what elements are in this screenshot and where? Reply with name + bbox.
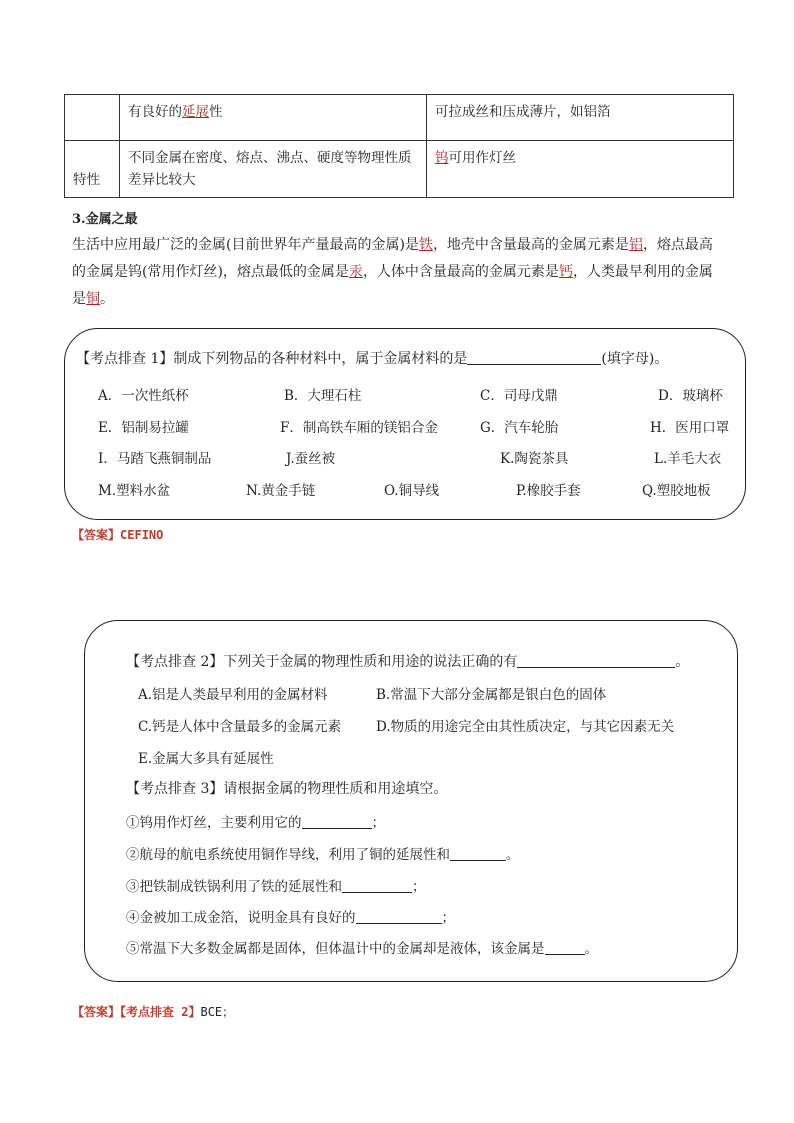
- section-paragraph: 生活中应用最广泛的金属(目前世界年产量最高的金属)是铁，地壳中含量最高的金属元素是铝，熔点最高 的金属是钨(常用作灯丝)，熔点最低的金属是汞，人体中含量最高的金属元素是钙，人类最早利用的金属 是铜。: [72, 237, 713, 307]
- option-item: E.金属大多具有延展性: [138, 751, 274, 767]
- answer-text: 钙: [558, 264, 573, 280]
- answer-value: BCE；: [200, 1005, 235, 1019]
- answer-blank[interactable]: [545, 940, 585, 955]
- category-cell: [65, 95, 120, 141]
- option-item: F．制高铁车厢的镁铝合金: [280, 420, 438, 436]
- answer-text: 汞: [348, 264, 363, 280]
- answer-blank[interactable]: [342, 878, 412, 893]
- highlight-text: 延展: [182, 104, 209, 120]
- option-item: H．医用口罩: [650, 420, 730, 436]
- fill-item: ③把铁制成铁锅利用了铁的延展性和 ；: [126, 879, 426, 895]
- answer-text: 铝: [628, 237, 643, 253]
- fill-item: ①钨用作灯丝，主要利用它的 ；: [126, 815, 385, 831]
- answer-tag: 【答案】: [72, 1005, 121, 1019]
- option-item: I．马踏飞燕铜制品: [98, 451, 212, 467]
- answer-value: CEFINO: [120, 528, 164, 542]
- option-item: A．一次性纸杯: [98, 388, 189, 404]
- option-item: E．铝制易拉罐: [98, 420, 189, 436]
- question-box-2: [84, 620, 738, 982]
- fill-item: ②航母的航电系统使用铜作导线，利用了铜的延展性和 。: [126, 847, 520, 863]
- option-item: O.铜导线: [384, 483, 440, 499]
- option-item: B.常温下大部分金属都是银白色的固体: [376, 687, 607, 703]
- fill-item: ⑤常温下大多数金属都是固体，但体温计中的金属却是液体，该金属是 。: [126, 941, 598, 957]
- answer-blank[interactable]: [450, 846, 506, 861]
- answer-tag: 【答案】: [72, 528, 121, 542]
- question-2-stem: 【考点排查 2】下列关于金属的物理性质和用途的说法正确的有 。: [126, 654, 690, 670]
- option-item: C.钙是人体中含量最多的金属元素: [138, 719, 342, 735]
- fill-item: ④金被加工成金箔，说明金具有良好的 ；: [126, 910, 455, 926]
- property-cell: 不同金属在密度、熔点、沸点、硬度等物理性质差异比较大: [120, 141, 427, 198]
- option-item: J.蚕丝被: [286, 451, 336, 467]
- option-item: A.铝是人类最早利用的金属材料: [138, 687, 328, 703]
- option-item: B．大理石柱: [284, 388, 362, 404]
- option-item: N.黄金手链: [246, 483, 316, 499]
- table-row: [65, 141, 734, 198]
- option-item: L.羊毛大衣: [654, 451, 722, 467]
- metal-properties-table: [64, 94, 734, 198]
- answer-blank[interactable]: [517, 653, 675, 668]
- highlight-text: 钨: [435, 150, 449, 166]
- category-cell: 特性: [65, 141, 120, 198]
- answer-blank[interactable]: [302, 814, 372, 829]
- option-item: Q.塑胶地板: [642, 483, 711, 499]
- question-1-stem: 【考点排查 1】制成下列物品的各种材料中，属于金属材料的是 (填字母)。: [76, 351, 669, 367]
- option-item: K.陶瓷茶具: [500, 451, 569, 467]
- answer-line-1: [72, 526, 163, 543]
- option-item: D.物质的用途完全由其性质决定，与其它因素无关: [376, 719, 675, 735]
- option-item: G．汽车轮胎: [480, 420, 559, 436]
- answer-tag: 【考点排查 2】: [120, 1005, 201, 1019]
- option-item: D．玻璃杯: [658, 388, 723, 404]
- option-item: C．司母戊鼎: [480, 388, 558, 404]
- option-item: M.塑料水盆: [98, 483, 171, 499]
- example-cell: 钨可用作灯丝: [427, 141, 734, 198]
- answer-blank[interactable]: [467, 350, 601, 365]
- table-row: [65, 95, 734, 141]
- answer-text: 铜: [86, 291, 100, 307]
- example-cell: 可拉成丝和压成薄片，如铝箔: [427, 95, 734, 141]
- answer-blank[interactable]: [356, 909, 442, 924]
- section-heading: 3.金属之最: [72, 212, 138, 227]
- answer-line-2: [72, 1003, 234, 1020]
- option-item: P.橡胶手套: [516, 483, 581, 499]
- question-3-stem: 【考点排查 3】请根据金属的物理性质和用途填空。: [126, 781, 448, 797]
- property-cell: 有良好的延展性: [120, 95, 427, 141]
- answer-text: 铁: [418, 237, 433, 253]
